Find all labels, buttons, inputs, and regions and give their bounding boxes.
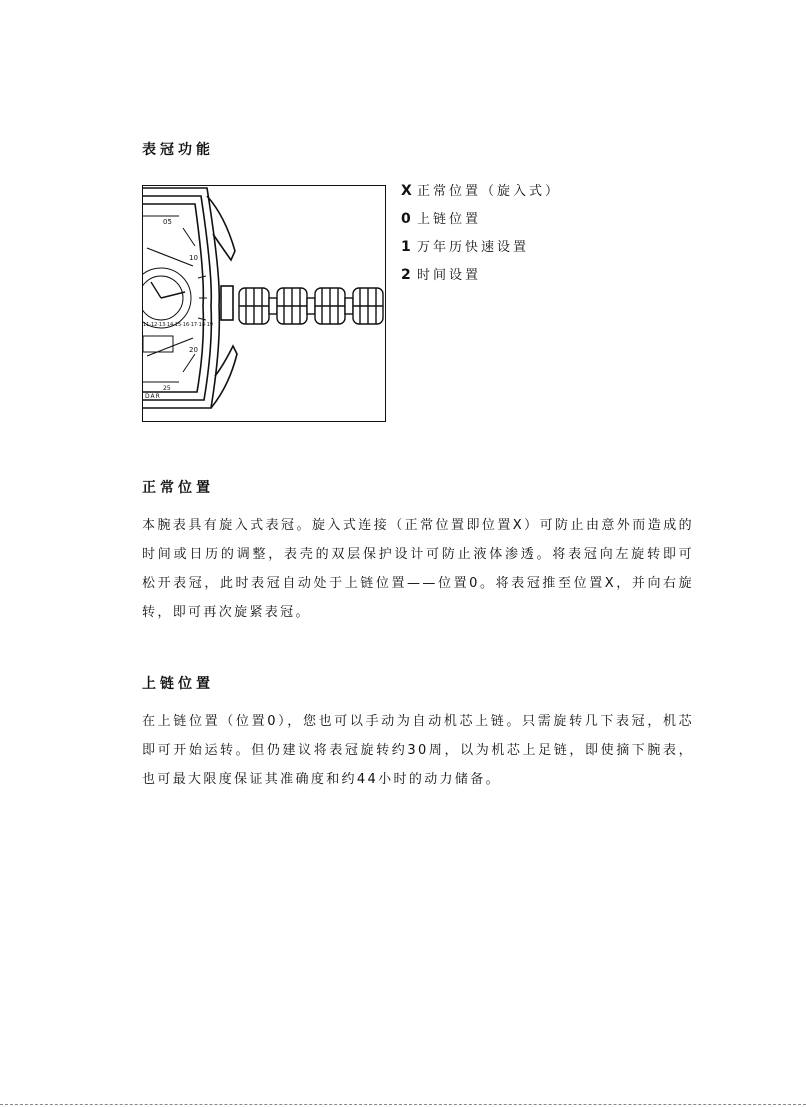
watch-case <box>143 188 237 408</box>
dial-numeral-05: 05 <box>163 218 172 226</box>
legend-key: 1 <box>401 239 411 255</box>
legend-label: 时间设置 <box>417 268 482 283</box>
legend-key: X <box>401 183 412 199</box>
crown-1-icon <box>315 288 345 324</box>
legend-label: 上链位置 <box>417 212 482 227</box>
page-bottom-divider <box>0 1104 806 1105</box>
legend-item-x <box>401 181 561 209</box>
legend-label: 万年历快速设置 <box>417 240 530 255</box>
maker-mark: DAR <box>145 393 161 400</box>
legend-item-1 <box>401 237 561 265</box>
section-title-crown-function: 表冠功能 <box>142 142 214 158</box>
legend-label: 正常位置（旋入式） <box>417 184 562 199</box>
crown-position-legend <box>401 181 561 293</box>
subdial-scale: 11·12·13·14·15·16·17·18·19 <box>143 322 213 328</box>
legend-key: 0 <box>401 211 411 227</box>
crown-2-icon <box>353 288 383 324</box>
normal-position-body: 本腕表具有旋入式表冠。旋入式连接（正常位置即位置X）可防止由意外而造成的时间或日历的调整，表壳的双层保护设计可防止液体渗透。将表冠向左旋转即可松开表冠，此时表冠自动处于上链位置——位置0。将表冠推至位置X，并向右旋转，即可再次旋紧表冠。 <box>142 518 694 620</box>
legend-item-0 <box>401 209 561 237</box>
dial-details <box>143 216 207 382</box>
legend-item-2 <box>401 265 561 293</box>
dial-numeral-25: 25 <box>163 385 171 392</box>
crown-0-icon <box>277 288 307 324</box>
crown-positions <box>239 288 383 324</box>
watch-crown-illustration <box>142 185 386 422</box>
section-title-normal-position: 正常位置 <box>142 480 214 496</box>
winding-position-body: 在上链位置（位置0），您也可以手动为自动机芯上链。只需旋转几下表冠，机芯即可开始运转。但仍建议将表冠旋转约30周，以为机芯上足链，即使摘下腕表，也可最大限度保证其准确度和约44小时的动力储备。 <box>142 714 694 787</box>
crown-x-icon <box>239 288 269 324</box>
dial-numeral-10: 10 <box>189 254 198 262</box>
dial-numeral-20: 20 <box>189 346 198 354</box>
section-title-winding-position: 上链位置 <box>142 676 214 692</box>
legend-key: 2 <box>401 267 411 283</box>
